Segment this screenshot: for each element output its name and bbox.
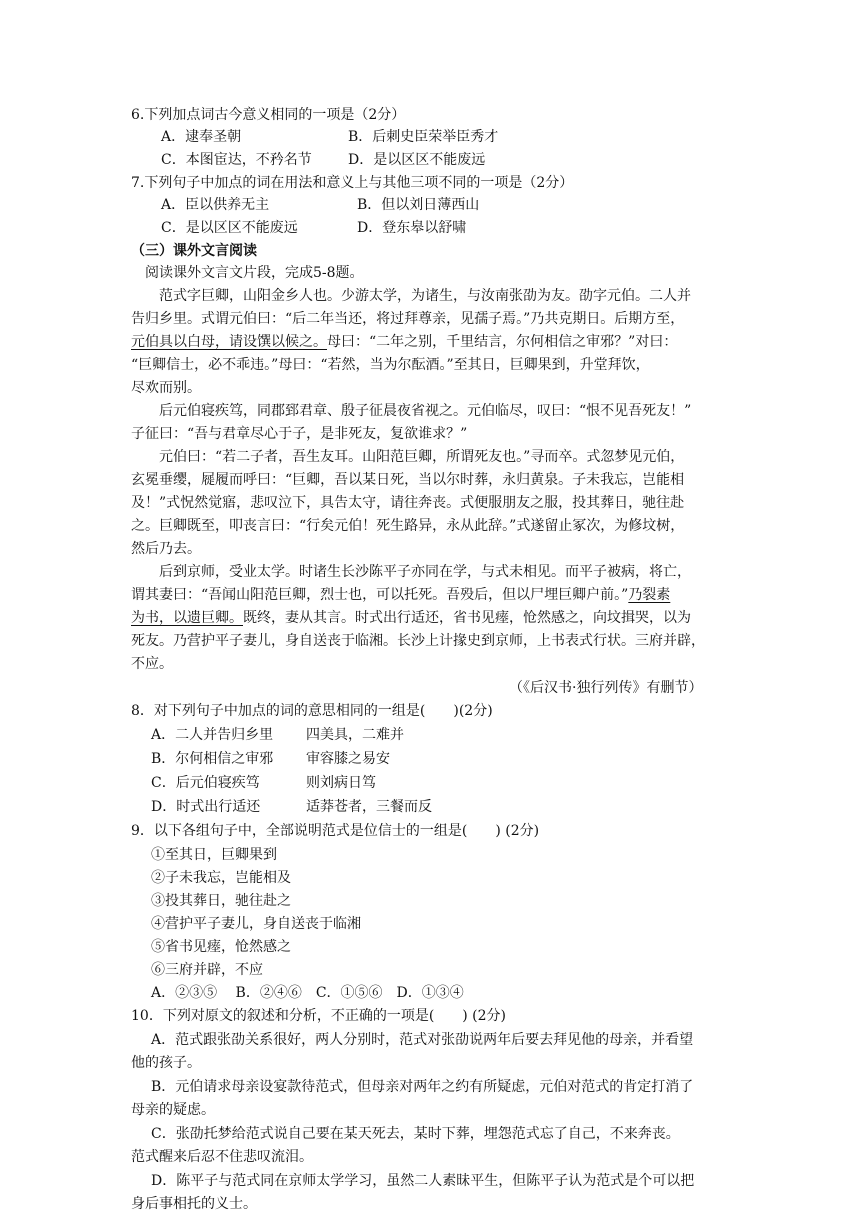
q10-option-b-cont: 母亲的疑虑。 xyxy=(131,1102,215,1118)
passage-line: 范式字巨卿，山阳金乡人也。少游太学，为诸生，与汝南张劭为友。劭字元伯。二人并 xyxy=(159,288,691,304)
q10-option-d-cont: 身后事相托的义士。 xyxy=(131,1196,257,1212)
passage-text: 既终，妻从其言。时式出行适还，省书见瘗，怆然感之，向坟揖哭，以为 xyxy=(243,610,691,626)
q6-option-d: D．是以区区不能废远 xyxy=(348,152,486,168)
q7-option-d: D．登东皋以舒啸 xyxy=(357,220,467,236)
q9-item: ④营护平子妻儿，身自送丧于临湘 xyxy=(151,916,361,932)
q8-option-b-right: 审容膝之易安 xyxy=(306,751,390,767)
q10-option-c-cont: 范式醒来后忍不住悲叹流泪。 xyxy=(131,1149,313,1165)
q9-item: ⑤省书见瘗，怆然感之 xyxy=(151,939,291,955)
q10-option-b: B．元伯请求母亲设宴款待范式，但母亲对两年之约有所疑虑，元伯对范式的肯定打消了 xyxy=(151,1079,694,1095)
q10-option-a: A．范式跟张劭关系很好，两人分别时，范式对张劭说两年后要去拜见他的母亲，并看望 xyxy=(151,1032,694,1048)
underlined-sentence: 为书，以遗巨卿。 xyxy=(131,610,243,626)
q7-option-c: C．是以区区不能废远 xyxy=(161,220,298,236)
q6-option-c: C．本图宦达，不矜名节 xyxy=(161,152,312,168)
passage-line: 之。巨卿既至，叩丧言曰：“行矣元伯！死生路异，永从此辞。”式遂留止冢次，为修坟树， xyxy=(131,518,685,534)
q9-item: ②子未我忘，岂能相及 xyxy=(151,870,291,886)
q8-option-b-left: B．尔何相信之审邪 xyxy=(151,751,274,767)
q9-options: A．②③⑤ B．②④⑥ C．①⑤⑥ D．①③④ xyxy=(151,985,464,1001)
q9-item: ③投其葬日，驰往赴之 xyxy=(151,893,291,909)
q8-option-c-left: C．后元伯寝疾笃 xyxy=(151,775,260,791)
section-title: （三）课外文言阅读 xyxy=(131,243,257,259)
passage-line: 尽欢而别。 xyxy=(131,380,201,396)
q6-stem: 6.下列加点词古今意义相同的一项是（2分） xyxy=(131,107,406,123)
q9-item: ⑥三府并辟，不应 xyxy=(151,962,263,978)
q7-option-b: B．但以刘日薄西山 xyxy=(357,197,480,213)
q9-stem: 9．以下各组句子中，全部说明范式是位信士的一组是( ) (2分) xyxy=(131,823,540,839)
q8-stem: 8．对下列句子中加点的词的意思相同的一组是( )(2分) xyxy=(131,703,493,719)
q8-option-a-left: A．二人并告归乡里 xyxy=(151,727,274,743)
section-instruction: 阅读课外文言文片段，完成5-8题。 xyxy=(145,265,364,281)
q6-option-b: B．后刺史臣荣举臣秀才 xyxy=(348,129,499,145)
q8-option-d-left: D．时式出行适还 xyxy=(151,799,261,815)
passage-line: “巨卿信士，必不乖违。”母曰：“若然，当为尔酝酒。”至其日，巨卿果到，升堂拜饮， xyxy=(131,357,650,373)
q7-stem: 7.下列句子中加点的词在用法和意义上与其他三项不同的一项是（2分） xyxy=(131,175,574,191)
q8-option-c-right: 则刘病日笃 xyxy=(306,775,376,791)
passage-source: （《后汉书·独行列传》有删节） xyxy=(509,680,703,696)
passage-line: 子征曰：“吾与君章尽心于子，是非死友，复欲谁求？” xyxy=(131,426,468,442)
passage-line: 元伯曰：“若二子者，吾生友耳。山阳范巨卿，所谓死友也。”寻而卒。式忽梦见元伯， xyxy=(159,449,685,465)
q7-option-a: A．臣以供养无主 xyxy=(161,197,270,213)
q10-option-a-cont: 他的孩子。 xyxy=(131,1055,201,1071)
passage-line: 及！”式怳然觉寤，悲叹泣下，具告太守，请往奔丧。式便服朋友之服，投其葬日，驰往赴 xyxy=(131,495,685,511)
underlined-sentence: 元伯具以白母，请设馔以候之。 xyxy=(131,334,327,350)
passage-line-underlined xyxy=(131,586,670,604)
q6-option-a: A．逮奉圣朝 xyxy=(161,129,242,145)
passage-line-underlined xyxy=(131,609,691,627)
q10-option-c: C．张劭托梦给范式说自己要在某天死去，某时下葬，埋怨范式忘了自己，不来奔丧。 xyxy=(151,1126,680,1142)
passage-line: 然后乃去。 xyxy=(131,541,201,557)
q8-option-a-right: 四美具，二难并 xyxy=(306,727,404,743)
passage-line: 玄冕垂缨，屣履而呼曰：“巨卿，吾以某日死，当以尔时葬，永归黄泉。子未我忘，岂能相 xyxy=(131,472,685,488)
passage-line: 告归乡里。式谓元伯曰：“后二年当还，将过拜尊亲，见孺子焉。”乃共克期日。后期方至， xyxy=(131,311,685,327)
passage-text: 母曰：“二年之别，千里结言，尔何相信之审邪？”对曰： xyxy=(327,334,678,350)
underlined-sentence: 乃裂素 xyxy=(628,587,671,603)
q9-item: ①至其日，巨卿果到 xyxy=(151,847,277,863)
q10-stem: 10．下列对原文的叙述和分析，不正确的一项是( ) (2分) xyxy=(131,1008,507,1024)
q8-option-d-right: 适莽苍者，三餐而反 xyxy=(306,799,432,815)
passage-line-underlined xyxy=(131,333,677,351)
passage-line: 不应。 xyxy=(131,656,173,672)
passage-line: 后到京师，受业太学。时诸生长沙陈平子亦同在学，与式未相见。而平子被病，将亡， xyxy=(159,564,691,580)
passage-line: 死友。乃营护平子妻儿，身自送丧于临湘。长沙上计掾史到京师，上书表式行状。三府并辟， xyxy=(131,633,705,649)
q10-option-d: D．陈平子与范式同在京师太学学习，虽然二人素昧平生，但陈平子认为范式是个可以把 xyxy=(151,1173,695,1189)
passage-line: 后元伯寝疾笃，同郡郅君章、殷子征晨夜省视之。元伯临尽，叹曰：“恨不见吾死友！” xyxy=(159,403,692,419)
passage-text: 谓其妻曰：“吾闻山阳范巨卿，烈士也，可以托死。吾殁后，但以尸埋巨卿户前。” xyxy=(131,587,629,603)
